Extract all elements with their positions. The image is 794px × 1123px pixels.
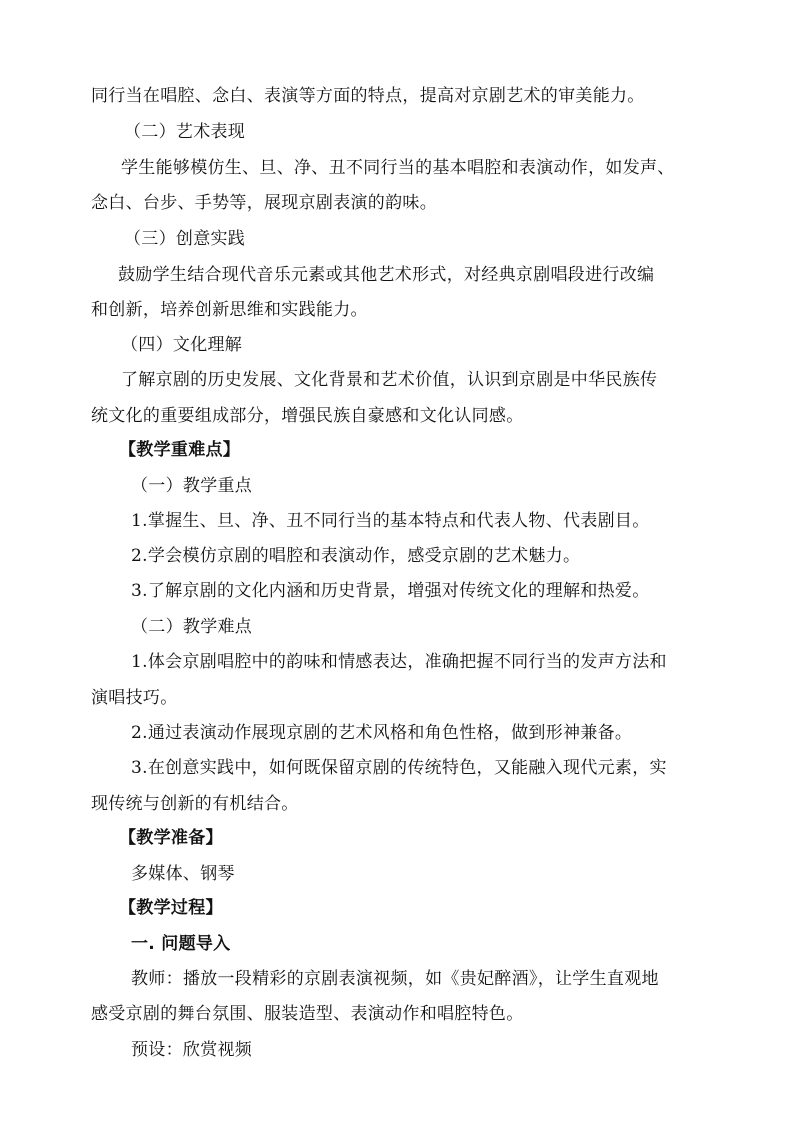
body-line: 感受京剧的舞台氛围、服装造型、表演动作和唱腔特色。 [91, 1004, 524, 1024]
section-title-key-difficult-points: 【教学重难点】 [119, 440, 241, 460]
list-item-continuation: 现传统与创新的有机结合。 [91, 794, 299, 814]
body-line: 预设：欣赏视频 [131, 1040, 253, 1060]
list-item: 2.通过表演动作展现京剧的艺术风格和角色性格，做到形神兼备。 [131, 723, 633, 743]
body-line: 学生能够模仿生、旦、净、丑不同行当的基本唱腔和表演动作，如发声、 [121, 158, 675, 178]
list-item: 1.掌握生、旦、净、丑不同行当的基本特点和代表人物、代表剧目。 [131, 511, 650, 531]
section-heading-art-performance: （二）艺术表现 [124, 122, 246, 142]
list-item: 1.体会京剧唱腔中的韵味和情感表达，准确把握不同行当的发声方法和 [131, 652, 667, 672]
list-item: 2.学会模仿京剧的唱腔和表演动作，感受京剧的艺术魅力。 [131, 546, 581, 566]
list-item: 3.在创意实践中，如何既保留京剧的传统特色，又能融入现代元素，实 [131, 758, 667, 778]
body-line: 了解京剧的历史发展、文化背景和艺术价值，认识到京剧是中华民族传 [121, 370, 658, 390]
section-heading-cultural-understanding: （四）文化理解 [121, 335, 243, 355]
subsection-heading-key-points: （一）教学重点 [131, 476, 253, 496]
section-heading-creative-practice: （三）创意实践 [124, 229, 246, 249]
subsection-heading-difficult-points: （二）教学难点 [131, 617, 253, 637]
step-heading-question-intro: 一. 问题导入 [131, 934, 231, 954]
body-line: 教师：播放一段精彩的京剧表演视频，如《贵妃醉酒》，让学生直观地 [131, 969, 659, 989]
body-line: 念白、台步、手势等，展现京剧表演的韵味。 [91, 193, 437, 213]
body-line: 多媒体、钢琴 [131, 864, 235, 884]
list-item-continuation: 演唱技巧。 [91, 688, 178, 708]
body-line: 统文化的重要组成部分，增强民族自豪感和文化认同感。 [91, 406, 524, 426]
body-line: 鼓励学生结合现代音乐元素或其他艺术形式，对经典京剧唱段进行改编 [118, 265, 655, 285]
body-line: 同行当在唱腔、念白、表演等方面的特点，提高对京剧艺术的审美能力。 [91, 86, 645, 106]
section-title-preparation: 【教学准备】 [119, 828, 223, 848]
list-item: 3.了解京剧的文化内涵和历史背景，增强对传统文化的理解和热爱。 [131, 581, 650, 601]
section-title-teaching-process: 【教学过程】 [119, 898, 223, 918]
body-line: 和创新，培养创新思维和实践能力。 [91, 300, 368, 320]
